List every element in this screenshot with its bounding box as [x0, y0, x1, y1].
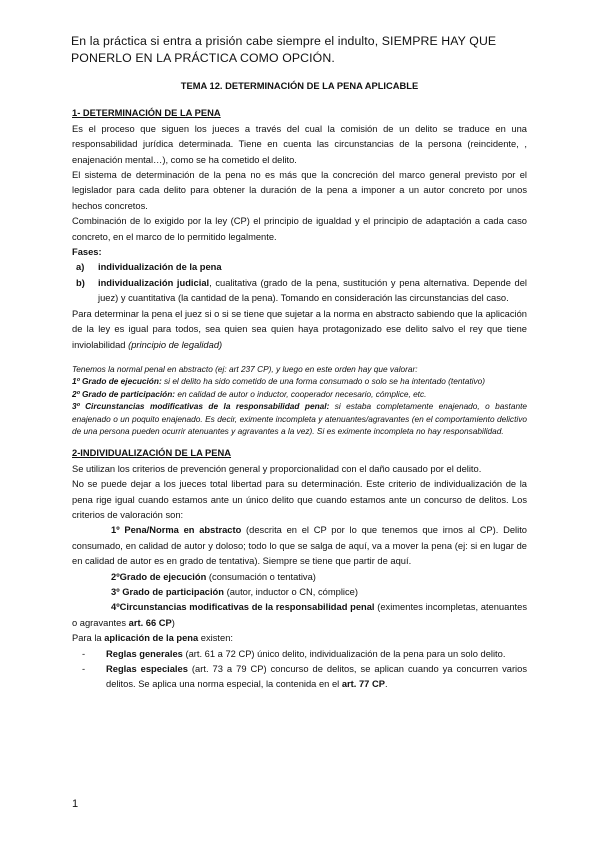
list-marker: a) [76, 262, 85, 273]
document-body [72, 79, 527, 693]
criterio-1 [72, 523, 527, 569]
regla-especial-article: art. 77 CP [341, 679, 385, 690]
section-2-heading: 2-INDIVIDUALIZACIÓN DE LA PENA [72, 448, 232, 459]
note-line-1: Tenemos la normal penal en abstracto (ej: art 237 CP), y luego en este orden hay que valorar: [72, 363, 418, 374]
note-line-2-rest: si el delito ha sido cometido de una forma consumado o solo se ha intentado (tentativo) [161, 376, 486, 387]
list-item [72, 276, 527, 307]
regla-especial-bold: Reglas especiales [106, 664, 188, 675]
fase-b-text [98, 276, 527, 307]
note-line-3-rest: en calidad de autor o inductor, cooperador necesario, cómplice, etc. [175, 388, 427, 399]
criterio-3 [72, 585, 527, 600]
fase-a-text: individualización de la pena [98, 262, 222, 273]
regla-general-bold: Reglas generales [106, 648, 183, 659]
aplicacion-post: existen: [198, 633, 234, 644]
section-1-paragraph-4 [72, 307, 527, 353]
criterio-2 [72, 570, 527, 585]
criterio-3-rest: (autor, inductor o CN, cómplice) [223, 587, 358, 597]
fase-b-bold: individualización judicial [98, 277, 210, 288]
spacer [72, 437, 527, 446]
list-marker: b) [76, 277, 85, 288]
note-line-3 [72, 388, 527, 400]
regla-general-rest: (art. 61 a 72 CP) único delito, individualización de la pena para un solo delito. [182, 648, 506, 659]
regla-especial-rest: (art. 73 a 79 CP) concurso de delitos, se aplican cuando ya concurren varios delitos. Se aplica una norma especial, la contenida en el [106, 664, 527, 690]
page-number: 1 [72, 798, 79, 810]
note-line-3-bold: 2º Grado de participación: [72, 388, 176, 399]
regla-especial-text [106, 662, 527, 693]
list-item [72, 662, 527, 693]
note-line-4 [72, 400, 527, 437]
criterio-4 [72, 600, 527, 631]
document-title: TEMA 12. DETERMINACIÓN DE LA PENA APLICABLE [180, 81, 419, 91]
paragraph-4-italic: (principio de legalidad) [128, 339, 223, 350]
section-1-paragraph-3: Combinación de lo exigido por la ley (CP) el principio de igualdad y el principio de adaptación a cada caso concreto, en el marco de lo permitido legalmente. [72, 216, 527, 242]
paragraph-4-text: Para determinar la pena el juez si o si se tiene que sujetar a la norma en abstracto sabiendo que la aplicación de la ley es igual para todos, sea quien sea quien haya protagonizado ese delito salvo el rey que tiene inviolabilidad [72, 308, 527, 350]
criterio-3-bold: 3º Grado de participación [111, 587, 224, 597]
criterio-4-end: ) [171, 617, 175, 628]
aplicacion-bold: aplicación de la pena [104, 633, 199, 644]
criterio-4-article: art. 66 CP [128, 617, 172, 628]
list-marker: - [82, 648, 86, 659]
section-1-paragraph-2: El sistema de determinación de la pena no es más que la concreción del marco general previsto por el legislador para cada delito para obtener la duración de la pena a imponer a un autor concreto por unos hechos concretos. [72, 170, 527, 211]
list-item [72, 647, 527, 662]
criterio-1-bold: 1º Pena/Norma en abstracto [111, 525, 242, 536]
criterio-2-bold: 2ºGrado de ejecución [111, 571, 207, 582]
list-item [72, 260, 527, 275]
fase-b-rest: , cualitativa (grado de la pena, sustitución y pena alternativa. Depende del juez) y cuantitativa (la cantidad de la pena). Tomando en consideración las circunstancias del caso. [98, 277, 527, 304]
fases-list [72, 260, 527, 306]
note-line-4-rest: si estaba completamente enajenado, o bastante enajenado o un poquito enajenado. Es decir, eximente incompleta y atenuantes/agravantes (en el comportamiento delictivo de una persona pueden ocurrir atenuantes y agravantes a la vez). Si es eximente incompleta no hay responsabilidad. [72, 401, 527, 436]
criterio-1-rest: (descrita en el CP por lo que tenemos que irnos al CP). Delito consumado, en calidad de autor y doloso; todo lo que se salga de aquí, va a mover la pena (ej: si en lugar de en calidad de autor es en grado de tentativa). Siempre se tiene que partir de aquí. [72, 525, 527, 567]
criterio-4-rest: (eximentes incompletas, atenuantes o agravantes [72, 602, 527, 628]
note-line-4-bold: 3º Circunstancias modificativas de la responsabilidad penal: [72, 401, 330, 412]
section-1-paragraph-1: Es el proceso que siguen los jueces a través del cual la comisión de un delito se traduce en una responsabilidad jurídica determinada. Tiene en cuenta las circunstancias de la persona (reincidente, , enajenación mental…), como se ha cometido el delito. [72, 123, 527, 165]
italic-notes [72, 363, 527, 437]
aplicacion-line [72, 631, 527, 646]
reglas-list [72, 647, 527, 693]
section-2-paragraph-2: No se puede dejar a los jueces total libertad para su determinación. Este criterio de individualización de la pena rige igual cuando estamos ante un único delito que cuando estamos ante un concurso de delitos. Los criterios de valoración son: [72, 479, 527, 520]
section-1-heading: 1- DETERMINACIÓN DE LA PENA [72, 108, 221, 119]
section-2-paragraph-1: Se utilizan los criterios de prevención general y proporcionalidad con el daño causado por el delito. [72, 463, 482, 474]
fases-label: Fases: [72, 247, 102, 258]
note-line-2 [72, 375, 527, 387]
handwritten-style-note: En la práctica si entra a prisión cabe siempre el indulto, SIEMPRE HAY QUE PONERLO EN LA PRÁCTICA COMO OPCIÓN. [71, 34, 497, 65]
criterio-2-rest: (consumación o tentativa) [206, 571, 316, 582]
aplicacion-pre: Para la [72, 633, 105, 644]
criterio-4-bold: 4ºCircunstancias modificativas de la responsabilidad penal [111, 602, 375, 613]
regla-general-text [106, 647, 527, 662]
regla-especial-end: . [384, 679, 388, 690]
note-line-2-bold: 1º Grado de ejecución: [72, 376, 162, 387]
list-marker: - [82, 664, 86, 675]
